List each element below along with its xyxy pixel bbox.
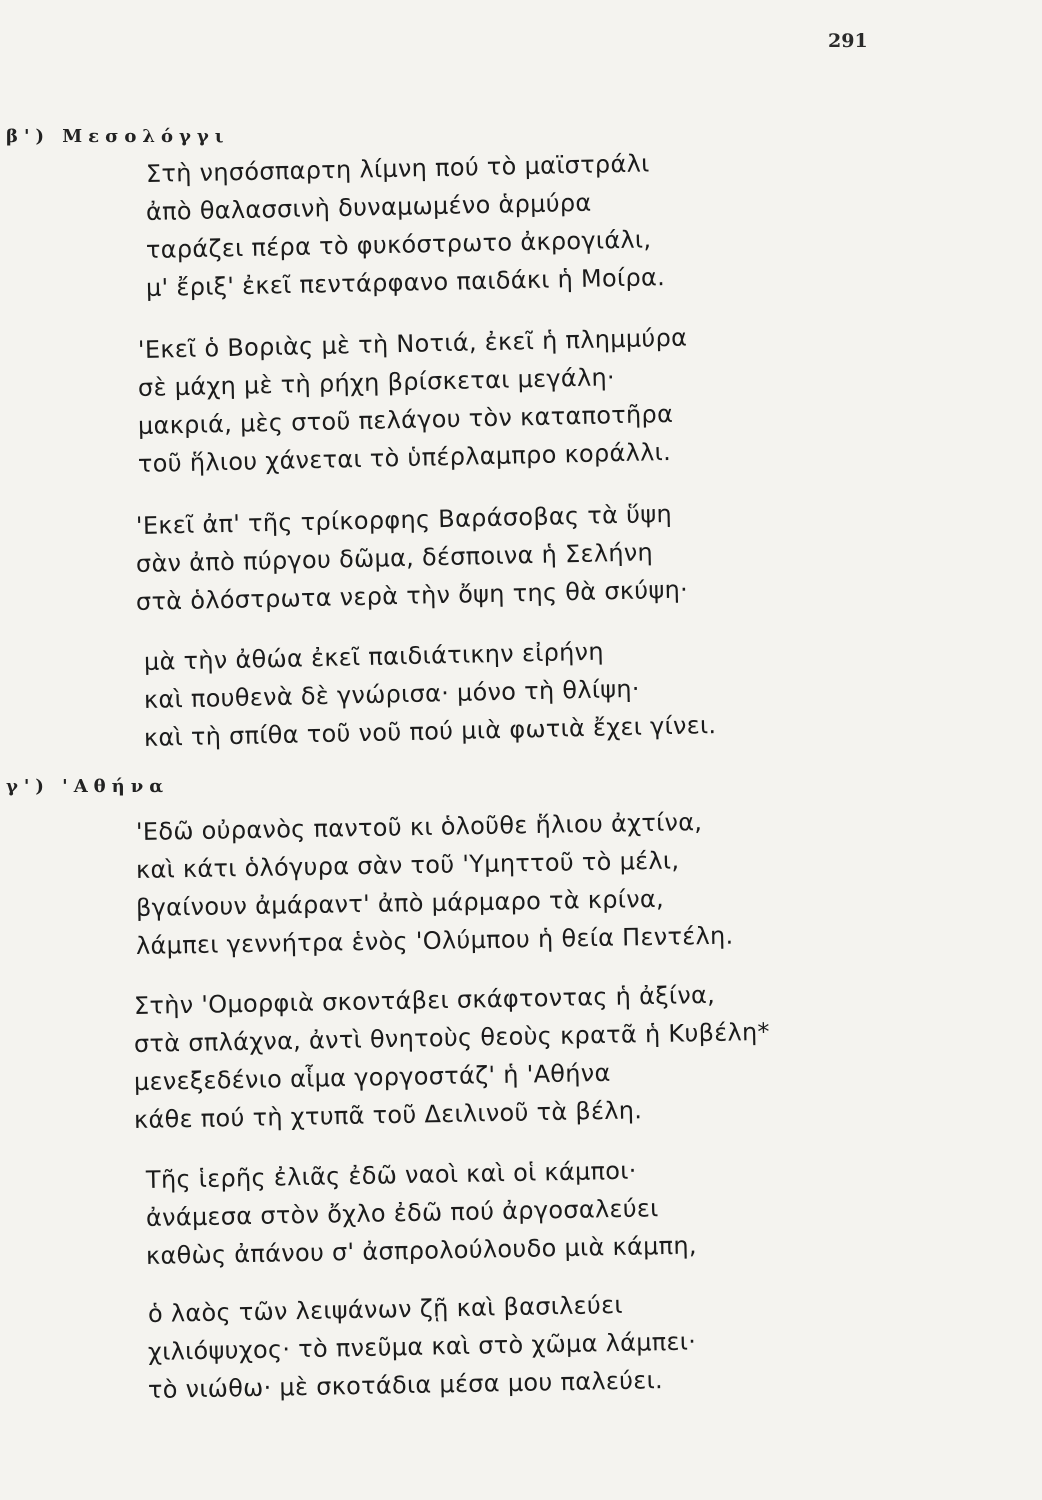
verse-line: μ' ἔριξ' ἐκεῖ πεντάρφανο παιδάκι ἡ Μοίρα. [145,263,666,302]
verse-line: ὁ λαὸς τῶν λειψάνων ζῇ καὶ βασιλεύει [147,1290,624,1328]
verse-line: 'Εδῶ οὐρανὸς παντοῦ κι ὁλοῦθε ἥλιου ἀχτίνα, [135,808,703,846]
verse-line: καὶ κάτι ὁλόγυρα σὰν τοῦ 'Υμηττοῦ τὸ μέλι, [135,846,680,884]
verse-line: ἀπὸ θαλασσινὴ δυναμωμένο ἁρμύρα [145,188,592,226]
verse-line: τὸ νιώθω· μὲ σκοτάδια μέσα μου παλεύει. [147,1366,664,1404]
verse-line: 'Εκεῖ ὁ Βοριὰς μὲ τὴ Νοτιά, ἐκεῖ ἡ πλημμύρα [137,323,688,364]
verse-line: 'Εκεῖ ἀπ' τῆς τρίκορφης Βαράσοβας τὰ ὕψη [135,499,673,540]
verse-line: Τῆς ἱερῆς ἐλιᾶς ἐδῶ ναοὶ καὶ οἱ κάμποι· [145,1156,637,1194]
verse-line: καὶ τὴ σπίθα τοῦ νοῦ πού μιὰ φωτιὰ ἔχει γίνει. [143,711,717,752]
verse-line: βγαίνουν ἀμάραντ' ἀπὸ μάρμαρο τὰ κρίνα, [135,884,665,922]
section-heading-mesolongi: β') Μεσολόγγι [6,126,230,147]
page-number: 291 [828,30,868,52]
verse-line: μὰ τὴν ἀθώα ἐκεῖ παιδιάτικην εἰρήνη [143,637,605,676]
verse-line: στὰ ὁλόστρωτα νερὰ τὴν ὄψη της θὰ σκύψη· [135,575,689,616]
verse-line: χιλιόψυχος· τὸ πνεῦμα καὶ στὸ χῶμα λάμπει· [147,1327,697,1366]
verse-line: μακριά, μὲς στοῦ πελάγου τὸν καταποτῆρα [137,399,674,440]
verse-line: στὰ σπλάχνα, ἀντὶ θνητοὺς θεοὺς κρατᾶ ἡ Κυβέλη* [133,1017,771,1058]
verse-line: καὶ πουθενὰ δὲ γνώρισα· μόνο τὴ θλίψη· [143,674,641,714]
verse-line: μενεξεδένιο αἷμα γοργοστάζ' ἡ 'Αθήνα [133,1058,611,1096]
verse-line: ἀνάμεσα στὸν ὄχλο ἐδῶ πού ἀργοσαλεύει [145,1194,659,1232]
verse-line: τοῦ ἥλιου χάνεται τὸ ὑπέρλαμπρο κοράλλι. [137,437,672,478]
verse-line: σὲ μάχη μὲ τὴ ρήχη βρίσκεται μεγάλη· [137,363,616,402]
section-heading-athina: γ') 'Αθήνα [6,776,170,797]
verse-line: σὰν ἀπὸ πύργου δῶμα, δέσποινα ἡ Σελήνη [135,538,654,578]
verse-line: καθὼς ἀπάνου σ' ἀσπρολούλουδο μιὰ κάμπη, [145,1231,698,1270]
verse-line: ταράζει πέρα τὸ φυκόστρωτο ἀκρογιάλι, [145,225,652,264]
verse-line: Στὴν 'Ομορφιὰ σκοντάβει σκάφτοντας ἡ ἀξίνα, [133,980,716,1020]
verse-line: Στὴ νησόσπαρτη λίμνη πού τὸ μαϊστράλι [145,149,650,188]
bleed-through-text [760,95,1042,1415]
verse-line: λάμπει γεννήτρα ἑνὸς 'Ολύμπου ἡ θεία Πεντέλη. [135,921,734,960]
verse-line: κάθε πού τὴ χτυπᾶ τοῦ Δειλινοῦ τὰ βέλη. [133,1096,643,1134]
